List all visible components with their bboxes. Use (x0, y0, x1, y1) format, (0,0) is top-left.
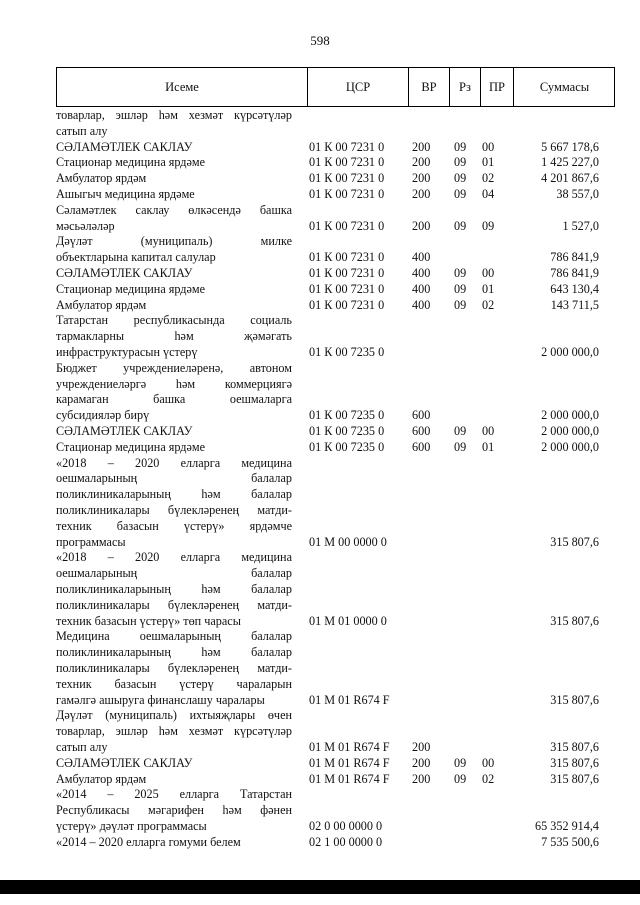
table-row (56, 756, 626, 772)
page-number: 598 (310, 33, 330, 48)
row-code: 01 М 01 R674 F (309, 739, 390, 754)
row-name (56, 266, 292, 282)
row-name (56, 140, 292, 156)
row-vr: 400 (412, 297, 431, 312)
row-code: 01 К 00 7231 0 (309, 186, 385, 201)
row-name (56, 456, 292, 551)
row-name (56, 708, 292, 755)
row-vr: 400 (412, 281, 431, 296)
row-name-line: карамаган башка оешмаларга (56, 392, 292, 407)
row-name-line: Дәүләт (муниципаль) милке (56, 234, 292, 249)
row-rz: 09 (454, 186, 467, 201)
row-code: 01 К 00 7231 0 (309, 297, 385, 312)
row-name-line: техник базасын үстерү» төп чарасы (56, 613, 241, 628)
row-code: 01 М 00 0000 0 (309, 534, 387, 549)
row-name (56, 234, 292, 266)
column-header-rz: Рз (459, 79, 471, 94)
table-row (56, 361, 626, 424)
row-name-line: «2018 – 2020 елларга медицина (56, 455, 292, 470)
row-rz: 09 (454, 755, 467, 770)
table-row (56, 298, 626, 314)
row-vr: 200 (412, 755, 431, 770)
row-code: 01 К 00 7231 0 (309, 250, 385, 265)
row-vr: 600 (412, 439, 431, 454)
row-name-line: оешмаларының балалар (56, 471, 292, 486)
row-name-line: Стационар медицина ярдәме (56, 439, 206, 454)
row-name-line: сатып алу (56, 739, 108, 754)
table-row (56, 282, 626, 298)
row-name-line: инфраструктурасын үстерү (56, 344, 198, 359)
row-name (56, 155, 292, 171)
row-name (56, 787, 292, 834)
row-name-line: тармакларны һәм җәмәгать (56, 329, 292, 344)
table-row (56, 440, 626, 456)
table-row (56, 550, 626, 629)
row-vr: 400 (412, 250, 431, 265)
scan-edge-bar (0, 880, 640, 894)
row-pr: 00 (482, 265, 495, 280)
row-name-line: поликлиникаларының һәм балалар (56, 487, 292, 502)
table-row (56, 140, 626, 156)
row-name (56, 108, 292, 140)
row-name-line: поликлиникалары бүлекләренең матди- (56, 502, 292, 517)
table-row (56, 171, 626, 187)
row-rz: 09 (454, 218, 467, 233)
row-name (56, 282, 292, 298)
row-sum: 315 807,6 (550, 755, 599, 770)
table-row (56, 708, 626, 755)
row-name (56, 361, 292, 424)
row-sum: 315 807,6 (550, 534, 599, 549)
row-code: 02 1 00 0000 0 (309, 834, 383, 849)
row-name-line: техник базасын үстерү чараларын (56, 676, 292, 691)
table-row (56, 835, 626, 851)
row-pr: 02 (482, 771, 495, 786)
row-code: 01 М 01 R674 F (309, 692, 390, 707)
row-sum: 315 807,6 (550, 613, 599, 628)
row-code: 01 К 00 7231 0 (309, 281, 385, 296)
row-name-line: Бюджет учреждениеләренә, автоном (56, 360, 292, 375)
row-pr: 01 (482, 155, 495, 170)
row-code: 01 К 00 7231 0 (309, 155, 385, 170)
row-name-line: Татарстан республикасында социаль (56, 313, 292, 328)
row-name-line: гамәлгә ашыруга финанслашу чаралары (56, 692, 265, 707)
row-code: 01 М 01 0000 0 (309, 613, 387, 628)
row-name (56, 772, 292, 788)
table-row (56, 155, 626, 171)
table-row (56, 234, 626, 266)
row-name-line: «2014 – 2025 елларга Татарстан (56, 787, 292, 802)
table-row (56, 108, 626, 140)
row-rz: 09 (454, 771, 467, 786)
row-code: 01 М 01 R674 F (309, 771, 390, 786)
row-rz: 09 (454, 139, 467, 154)
row-vr: 600 (412, 423, 431, 438)
row-pr: 04 (482, 186, 495, 201)
row-name-line: Стационар медицина ярдәме (56, 281, 206, 296)
row-sum: 1 425 227,0 (541, 155, 599, 170)
row-sum: 143 711,5 (550, 297, 599, 312)
row-sum: 5 667 178,6 (541, 139, 599, 154)
row-name-line: поликлиникаларының һәм балалар (56, 581, 292, 596)
row-name-line: «2014 – 2020 елларга гомуми белем (56, 834, 241, 849)
row-vr: 200 (412, 218, 431, 233)
column-header-pr: ПР (489, 79, 505, 94)
row-code: 02 0 00 0000 0 (309, 818, 383, 833)
row-name (56, 629, 292, 708)
row-vr: 400 (412, 265, 431, 280)
table-row (56, 313, 626, 360)
row-name (56, 187, 292, 203)
table-row (56, 787, 626, 834)
row-pr: 00 (482, 755, 495, 770)
row-name (56, 313, 292, 360)
row-name-line: Ашыгыч медицина ярдәме (56, 186, 195, 201)
row-name-line: поликлиникаларының һәм балалар (56, 645, 292, 660)
row-code: 01 К 00 7231 0 (309, 139, 385, 154)
row-code: 01 К 00 7231 0 (309, 218, 385, 233)
row-sum: 315 807,6 (550, 739, 599, 754)
row-vr: 200 (412, 186, 431, 201)
table-row (56, 772, 626, 788)
table-row (56, 203, 626, 235)
row-rz: 09 (454, 297, 467, 312)
row-sum: 7 535 500,6 (541, 834, 599, 849)
table-row (56, 456, 626, 551)
row-name (56, 171, 292, 187)
row-code: 01 К 00 7235 0 (309, 439, 385, 454)
row-name-line: учреждениеләргә һәм коммерциягә (56, 376, 292, 391)
row-name-line: Сәламәтлек саклау өлкәсендә башка (56, 202, 292, 217)
row-code: 01 М 01 R674 F (309, 755, 390, 770)
table-row (56, 424, 626, 440)
row-sum: 786 841,9 (550, 250, 599, 265)
row-sum: 1 527,0 (562, 218, 599, 233)
row-name (56, 440, 292, 456)
column-header-vr: ВР (421, 79, 437, 94)
row-sum: 643 130,4 (550, 281, 599, 296)
row-vr: 200 (412, 139, 431, 154)
row-name-line: Дәүләт (муниципаль) ихтыяҗлары өчен (56, 708, 292, 723)
table-header (56, 67, 615, 107)
row-name-line: Амбулатор ярдәм (56, 297, 147, 312)
row-vr: 200 (412, 771, 431, 786)
row-code: 01 К 00 7235 0 (309, 344, 385, 359)
row-name-line: оешмаларының балалар (56, 566, 292, 581)
row-name-line: Амбулатор ярдәм (56, 771, 147, 786)
row-sum: 2 000 000,0 (541, 408, 599, 423)
row-name-line: Республикасы мәгарифен һәм фәнен (56, 803, 292, 818)
row-name-line: поликлиникалары бүлекләренең матди- (56, 660, 292, 675)
row-pr: 01 (482, 281, 495, 296)
row-name-line: программасы (56, 534, 126, 549)
row-vr: 200 (412, 739, 431, 754)
row-code: 01 К 00 7231 0 (309, 171, 385, 186)
row-pr: 00 (482, 423, 495, 438)
row-rz: 09 (454, 281, 467, 296)
row-name (56, 424, 292, 440)
row-rz: 09 (454, 439, 467, 454)
row-name-line: СӘЛАМӘТЛЕК САКЛАУ (56, 139, 193, 154)
row-name-line: техник базасын үстерү» ярдәмче (56, 518, 292, 533)
row-vr: 600 (412, 408, 431, 423)
row-name-line: товарлар, эшләр һәм хезмәт күрсәтүләр (56, 108, 292, 122)
table-row (56, 187, 626, 203)
table-row (56, 629, 626, 708)
row-name-line: Амбулатор ярдәм (56, 171, 147, 186)
row-sum: 2 000 000,0 (541, 439, 599, 454)
row-pr: 02 (482, 171, 495, 186)
row-sum: 4 201 867,6 (541, 171, 599, 186)
row-sum: 2 000 000,0 (541, 344, 599, 359)
row-rz: 09 (454, 423, 467, 438)
row-code: 01 К 00 7235 0 (309, 408, 385, 423)
row-name-line: Стационар медицина ярдәме (56, 155, 206, 170)
column-header-sum: Суммасы (539, 79, 590, 94)
row-name-line: СӘЛАМӘТЛЕК САКЛАУ (56, 423, 193, 438)
row-name-line: үстерү» дәүләт программасы (56, 818, 207, 833)
row-code: 01 К 00 7231 0 (309, 265, 385, 280)
row-sum: 2 000 000,0 (541, 423, 599, 438)
row-rz: 09 (454, 155, 467, 170)
row-name-line: субсидияләр бирү (56, 408, 150, 423)
row-pr: 01 (482, 439, 495, 454)
row-name-line: объектларына капитал салулар (56, 250, 216, 265)
column-header-name: Исеме (165, 79, 199, 94)
row-name-line: СӘЛАМӘТЛЕК САКЛАУ (56, 265, 193, 280)
row-code: 01 К 00 7235 0 (309, 423, 385, 438)
row-pr: 02 (482, 297, 495, 312)
row-name-line: мәсьәләләр (56, 218, 115, 233)
row-name-line: Медицина оешмаларының балалар (56, 629, 292, 644)
row-rz: 09 (454, 265, 467, 280)
row-pr: 09 (482, 218, 495, 233)
row-sum: 786 841,9 (550, 265, 599, 280)
row-name (56, 835, 292, 851)
table-row (56, 266, 626, 282)
row-vr: 200 (412, 155, 431, 170)
row-name-line: СӘЛАМӘТЛЕК САКЛАУ (56, 755, 193, 770)
row-sum: 315 807,6 (550, 692, 599, 707)
row-name (56, 550, 292, 629)
table-body (56, 108, 626, 851)
row-name (56, 203, 292, 235)
row-name-line: товарлар, эшләр һәм хезмәт күрсәтүләр (56, 724, 292, 739)
row-name-line: сатып алу (56, 123, 108, 138)
row-sum: 315 807,6 (550, 771, 599, 786)
row-sum: 38 557,0 (556, 186, 599, 201)
row-pr: 00 (482, 139, 495, 154)
row-name (56, 756, 292, 772)
row-rz: 09 (454, 171, 467, 186)
row-vr: 200 (412, 171, 431, 186)
row-name-line: «2018 – 2020 елларга медицина (56, 550, 292, 565)
column-header-csr: ЦСР (345, 79, 371, 94)
row-sum: 65 352 914,4 (535, 818, 599, 833)
row-name-line: поликлиникалары бүлекләренең матди- (56, 597, 292, 612)
row-name (56, 298, 292, 314)
